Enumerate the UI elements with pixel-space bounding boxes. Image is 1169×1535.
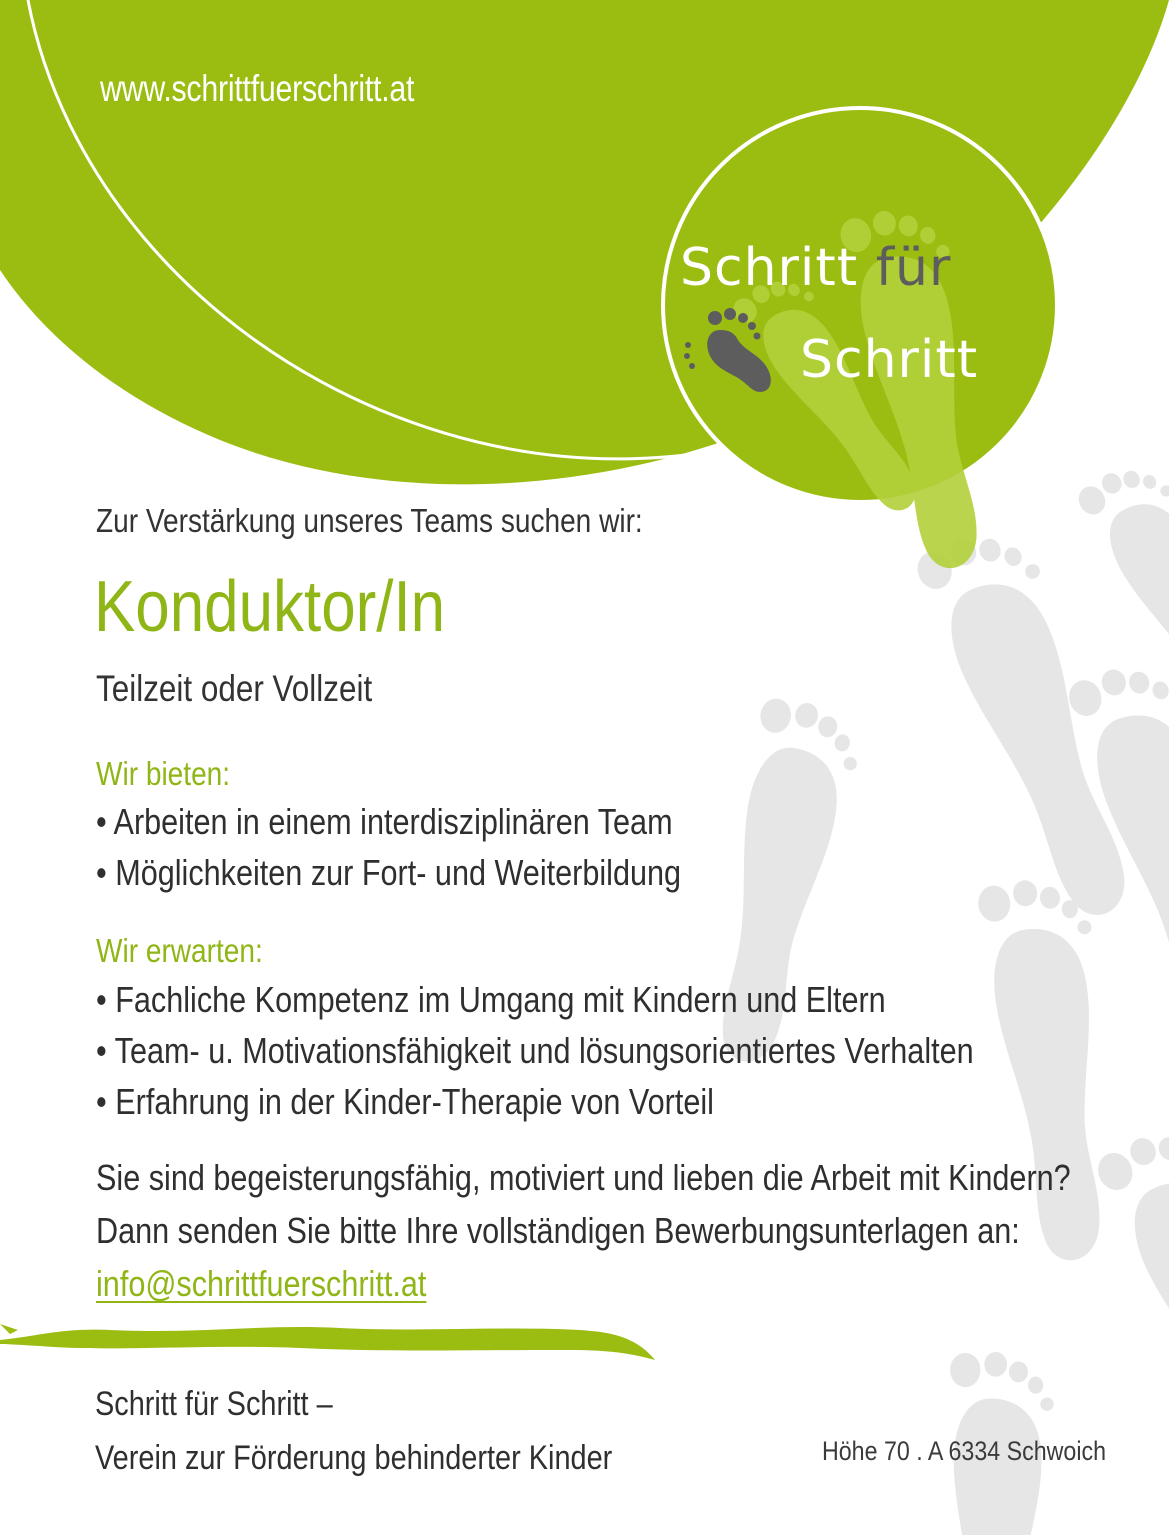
closing-line-1: Sie sind begeisterungsfähig, motiviert und lieben die Arbeit mit Kindern?: [96, 1157, 1071, 1198]
list-item: • Arbeiten in einem interdisziplinären Team: [96, 796, 681, 847]
organization-description: Verein zur Förderung behinderter Kinder: [95, 1439, 613, 1477]
expect-heading: Wir erwarten:: [96, 932, 263, 969]
job-title: Konduktor/In: [94, 567, 446, 647]
organization-footer: [95, 1377, 612, 1485]
email-link[interactable]: info@schrittfuerschritt.at: [96, 1263, 427, 1304]
closing-line-2: Dann senden Sie bitte Ihre vollständigen Bewerbungsunterlagen an:: [96, 1210, 1020, 1251]
organization-name: Schritt für Schritt –: [95, 1385, 333, 1423]
expect-list: [96, 974, 974, 1127]
website-url[interactable]: www.schrittfuerschritt.at: [100, 68, 415, 109]
logo-wordmark-line1: [680, 238, 951, 298]
job-subtitle: Teilzeit oder Vollzeit: [96, 668, 373, 709]
address: Höhe 70 . A 6334 Schwoich: [822, 1436, 1107, 1466]
logo-word-1: Schritt: [680, 238, 859, 298]
logo-wordmark-line2: Schritt: [800, 330, 979, 390]
closing-paragraph: [96, 1151, 1071, 1310]
list-item: • Fachliche Kompetenz im Umgang mit Kindern und Eltern: [96, 974, 974, 1025]
list-item: • Möglichkeiten zur Fort- und Weiterbildung: [96, 847, 681, 898]
offer-list: [96, 796, 681, 898]
offer-heading: Wir bieten:: [96, 755, 231, 792]
logo-word-accent: für: [875, 238, 952, 298]
brush-stroke-divider: [0, 1324, 655, 1360]
intro-text: Zur Verstärkung unseres Teams suchen wir:: [96, 502, 643, 539]
list-item: • Team- u. Motivationsfähigkeit und lösungsorientiertes Verhalten: [96, 1025, 974, 1076]
list-item: • Erfahrung in der Kinder-Therapie von Vorteil: [96, 1076, 974, 1127]
